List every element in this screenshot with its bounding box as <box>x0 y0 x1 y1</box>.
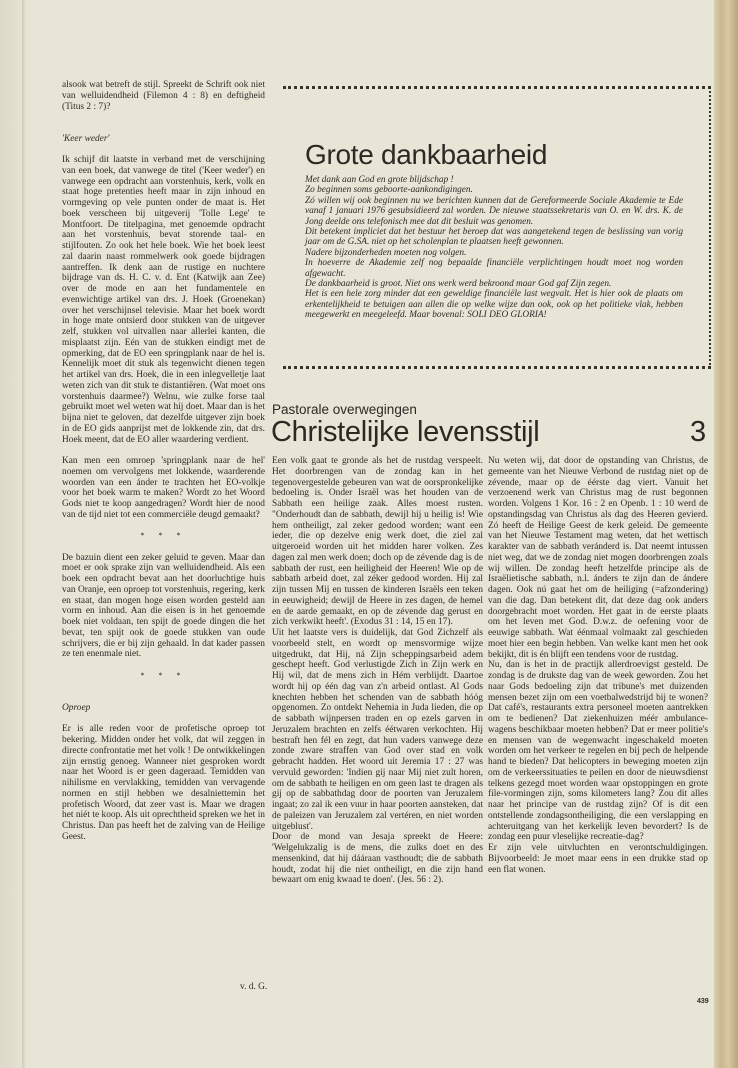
paragraph: De bazuin dient een zeker geluid te geven. Maar dan moet er ook sprake zijn van welluidendheid. Als een boek een opdracht bevat aan het doorluchtige huis van Oranje, een oproep tot vorstenhuis, regering, kerk en staat, dan mogen hoge eisen worden gesteld aan vorm en inhoud. Aan die eisen is in het genoemde boek niet voldaan, ten spijt de goede dingen die het bevat, ten spijt ook de goede stukken van oude schrijvers, die er bij zijn gehaald. In dat kader passen ze ten enenmale niet. <box>62 552 265 660</box>
paragraph: Nu weten wij, dat door de opstanding van Christus, de gemeente van het Nieuwe Verbond de rustdag niet op de zévende, maar op de éérste dag viert. Vanuit het verzoenend werk van Christus mag de rust begonnen worden. Volgens 1 Kor. 16 : 2 en Openb. 1 : 10 werd de opstandingsdag van Christus als dag des Heeren gevierd. Zó heeft de Heilige Geest de kerk geleid. De gemeente van het Nieuwe Testament mag weten, dat het wettisch karakter van de sabbath veránderd is. Dat neemt intussen niet weg, dat we de zondag niet mogen doorbrengen zoals wij willen. De zondag heeft hetzelfde principe als de Israëlietische sabbath, n.l. ánders te zijn dan de ándere dagen. Ook nú gaat het om de heiliging (=afzondering) van die dag. Dan betekent dit, dat deze dag ook anders doorgebracht moet worden. Het gaat in de eerste plaats om het leven met God. D.w.z. de oefening voor de eeuwige sabbath. Wat éénmaal volmaakt zal geschieden moet hier een begin hebben. Van welke kant men het ook bekijkt, dit is én blijft een tendens voor de rustdag. <box>488 456 708 660</box>
paragraph: Er is alle reden voor de profetische oproep tot bekering. Midden onder het volk, dat wil zeggen in directe confrontatie met het volk ! De ontwikkelingen zijn ernstig genoeg. Wanneer niet gesproken wordt naar het Woord is er geen dageraad. Temidden van nihilisme en vervlakking, temidden van vervagende normen en stijl hebben we desalniettemin het profetisch Woord, dat zeer vast is. Maar we dragen het niét te koop. Als uit oprechtheid spreken we het in Christus. Dan pas heeft het de zalving van de Heilige Geest. <box>62 724 265 842</box>
paragraph: Een volk gaat te gronde als het de rustdag verspeelt. Het doorbrengen van de zondag kan in het tegenovergestelde gebeuren van wat de oorspronkelijke bedoeling is. Onder Israël was het houden van de Sabbath een heilige zaak. Alles moest rusten. "Onderhoudt dan de sabbath, dewijl hij u heilig is! Wie hem ontheiligt, zal zeker gedood worden; want een ieder, die op dezelve enig werk doet, die ziel zal uitgeroeid worden uit het midden harer volken. Zes dagen zal men werk doen; doch op de zévende dag is de sabbath der rust, een heiligheid der Heeren! Wie op de sabbath arbeid doet, zal zéker gedood worden. Hij zal zijn tussen Mij en tussen de kinderen Israëls een teken in eeuwigheid; dewijl de Heere in zes dagen, de hemel en de aarde gemaakt, en op de zévende dag gerust en zich verkwikt heeft'. (Exodus 31 : 14, 15 en 17). <box>272 456 483 628</box>
paragraph: alsook wat betreft de stijl. Spreekt de Schrift ook niet van welluidendheid (Filemon 4 : 8) en deftigheid (Titus 2 : 7)? <box>62 80 265 112</box>
paragraph: Door de mond van Jesaja spreekt de Heere: 'Welgelukzalig is de mens, die zulks doet en des mensenkind, dat hij dááraan vasthoudt; die de sabbath houdt, zodat hij die niet ontheiligt, en die zijn hand bewaart om enig kwaad te doen'. (Jes. 56 : 2). <box>272 832 483 886</box>
paragraph: Kan men een omroep 'springplank naar de hel' noemen om vervolgens met lokkende, waarderende woorden van een ánder te trachten het EO-volkje voor het boek warm te maken? Wordt zo het Woord Gods niet te koop aangedragen? Wordt hier de nood van de tijd niet tot een commerciële deugd gemaakt? <box>62 456 265 520</box>
paragraph: Ik schijf dit laatste in verband met de verschijning van een boek, dat vanwege de titel ('Keer weder') en vanwege een opdracht aan vorstenhuis, kerk, volk en staat hoge pretenties heeft maar in zijn inhoud en vormgeving op vele punten onder de maat is. Het boek verscheen bij uitgeverij 'Tolle Lege' te Montfoort. De titelpagina, met genoemde opdracht aan het vorstenhuis, bevat storende taal- en stijlfouten. Zo ook het hele boek. Wie het boek leest zal daarin naast rommelwerk ook goede bijdragen aantreffen. Ik denk aan de rustige en nuchtere bijdrage van ds. H. C. v. d. Ent (Katwijk aan Zee) over de mode en aan het fundamentele en evenwichtige artikel van drs. J. Hoek (Groenekan) over het verschijnsel televisie. Maar het boek wordt in hoge mate ontsierd door stukken van de uitgever zelf, stukken vol uitvallen naar allerlei kanten, die misplaatst zijn. Eén van de stukken eindigt met de opmerking, dat de EO een springplank naar de hel is. Kennelijk moet dit stuk als tegenwicht dienen tegen het artikel van drs. Hoek, die in een inlegvelletje laat weten zich van dit stuk te distantiëren. (Wat moet ons vorstenhuis daarmee?) Welnu, wie zulke forse taal gebruikt moet wel weten wat hij doet. Maar dan is het bijna niet te geloven, dat dezelfde uitgever zijn boek in de EO gids aanprijst met de lokkende zin, dat drs. Hoek meent, dat de EO aller waardering verdient. <box>62 155 265 445</box>
article-kicker: Pastorale overwegingen <box>272 402 417 417</box>
notice-line: Nadere bijzonderheden moeten nog volgen. <box>305 247 467 258</box>
notice-line: In hoeverre de Akademie zelf nog bepaalde financiële verplichtingen houdt moet nog worden afgewacht. <box>305 258 683 279</box>
right-column <box>488 456 708 875</box>
paragraph: Er zijn vele uitvluchten en verontschuldigingen. Bijvoorbeeld: Je moet maar eens in een drukke stad op een flat wonen. <box>488 843 708 875</box>
notice-line: De dankbaarheid is groot. Niet ons werk werd bekroond maar God gaf Zijn zegen. <box>305 279 612 290</box>
notice-text <box>305 175 683 321</box>
notice-box <box>283 86 711 369</box>
page-fold <box>22 0 26 1068</box>
subheading: 'Keer weder' <box>62 133 110 144</box>
author-signature: v. d. G. <box>240 982 268 992</box>
article-title: Christelijke levensstijl <box>271 416 540 448</box>
notice-line: Zo beginnen soms geboorte-aankondigingen. <box>305 185 473 196</box>
notice-line: Dit betekent impliciet dat het bestuur het beroep dat was aangetekend tegen de beslissing van vorig jaar om de G.SA. niet op het scholenplan te plaatsen heeft gewonnen. <box>305 227 683 248</box>
section-separator: * * * <box>140 531 187 541</box>
notice-line: Het is een hele zorg minder dat een geweldige financiële last wegvalt. Het is hier ook de plaats om erkentelijkheid te betuigen aan allen die op welke wijze dan ook, ook op het politieke vlak, hebben meegewerkt en meegeleefd. Maar bovenal: SOLI DEO GLORIA! <box>305 289 683 321</box>
page-edges <box>714 0 738 1068</box>
article-part-number: 3 <box>690 416 707 448</box>
page-number: 439 <box>697 998 709 1005</box>
subheading: Oproep <box>62 702 91 713</box>
paragraph: Nu, dan is het in de practijk allerdroevigst gesteld. De zondag is de drukste dag van de week geworden. Zou het naar Gods bedoeling zijn dat tribune's met duizenden mensen bezet zijn om een voetbalwedstrijd bij te wonen? Dat café's, restaurants extra personeel moeten aantrekken om te bedienen? Dat ziekenhuizen méér ambulance-wagens beschikbaar moeten hebben? Dat er meer politie's en mensen van de wegenwacht ingeschakeld moeten worden om het verkeer te regelen en bij pech de helpende hand te bieden? Dat helicopters in beweging moeten zijn om de verkeerssituaties te peilen en door de nieuwsdienst telkens gezegd moet worden waar opstoppingen en grote file-vormingen zijn, soms kilometers lang? Zou dit alles naar het principe van de rustdag zijn? Of is dit een ontstellende zondagsontheiliging, die een verslapping en achteruitgang van het kerkelijk leven bevordert? Is de zondag een puur vleselijke recreatie-dag? <box>488 660 708 843</box>
middle-column <box>272 456 483 886</box>
notice-line: Zó willen wij ook beginnen nu we berichten kunnen dat de Gereformeerde Sociale Akademie te Ede vanaf 1 januari 1976 gesubsidieerd zal worden. De nieuwe staatssekretaris van O. en W. drs. K. de Jong deelde ons telefonisch mee dat dit besluit was genomen. <box>305 195 683 227</box>
notice-title: Grote dankbaarheid <box>305 139 548 170</box>
previous-page-margin <box>0 0 22 1068</box>
paragraph: Uit het laatste vers is duidelijk, dat God Zichzelf als voorbeeld stelt, en wordt op mensvormige wijze uitgedrukt, dat Hij, ná Zijn scheppingsarbeid adem geschept heeft. God verlustigde Zich in Zijn werk en Hij wil, dat de mens zich in Hém verblijdt. Daartoe wordt hij op één dag van z'n arbeid ontlast. Al Gods knechten hebben het schenden van de sabbath hóóg opgenomen. Zo ontdekt Nehemia in Juda lieden, die op de sabbath wijnpersen traden en op ezels garven in Jeruzalem brachten en zelfs éétwaren verkochten. Hij bestraft hen fél en zegt, dat hun vaders vanwege deze zonde zware straffen van God over stad en volk gebracht hadden. Het woord uit Jeremia 17 : 27 was vervuld geworden: 'Indien gij naar Mij niet zult horen, om de sabbath te heiligen en om geen last te dragen als gij op de sabbathdag door de poorten van Jeruzalem ingaat; zo zal ik een vuur in haar poorten aansteken, dat de paleizen van Jeruzalem zal vertéren, en niet worden uitgeblust'. <box>272 628 483 832</box>
section-separator: * * * <box>140 670 187 680</box>
left-column <box>62 80 265 843</box>
notice-line: Met dank aan God en grote blijdschap ! <box>305 175 454 185</box>
